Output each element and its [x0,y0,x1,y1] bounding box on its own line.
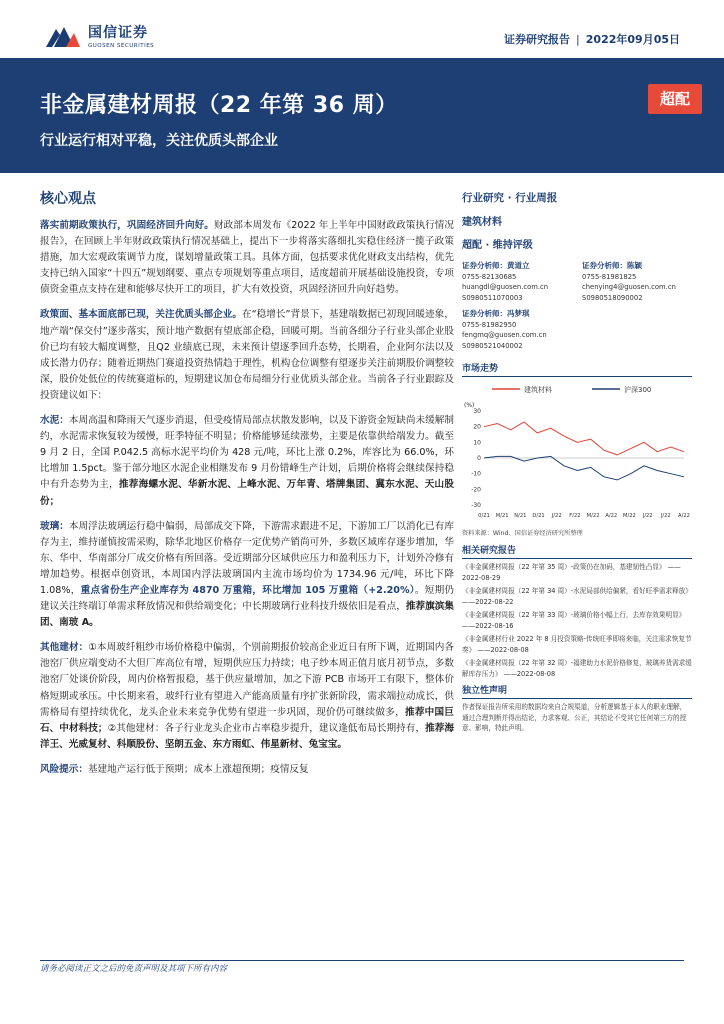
paragraph-glass: 玻璃：本周浮法玻璃运行稳中偏弱，局部成交下降，下游需求跟进不足，下游加工厂以消化已有库存为主，维持谨慎按需采购，除华北地区价格存一定优势产销尚可外，多数区域库存逐步增加，华东、华中、华南部分厂成交价格有所回落。受近期部分区域供应压力和盈利压力下，计划外冷修有增加趋势。根据卓创资讯，本周国内浮法玻璃国内主流市场均价为 1734.96 元/吨，环比下降 1.08%，重点省份生产企业库存为 4870 万重箱，环比增加 105 万重箱（+2.20%）。短期仍建议关注终端订单需求释放情况和供给端变化；中长期玻璃行业科技升级依旧是看点，推荐旗滨集团、南玻 A。 [40,520,455,629]
paragraph-cement: 水泥：本周高温和降雨天气逐步消退，但受疫情局部点状散发影响，以及下游资金短缺尚未缓解制约，水泥需求恢复较为缓慢，旺季特征不明显；价格能够延续涨势，主要是依靠供给端发力。截至 9 月 2 日，全国 P.042.5 高标水泥平均价为 428 元/吨，环比上涨 0.2%，库容比为 66.0%，环比增加 1.5pct。鉴于部分地区水泥企业相继发布 9 月份错峰生产计划，后期价格将会继续保持稳中有升态势为主，推荐海螺水泥、华新水泥、上峰水泥、万年青、塔牌集团、冀东水泥、天山股份； [40,415,455,507]
x-tick-label: J/22 [551,513,562,519]
report-subtitle: 行业运行相对平稳，关注优质头部企业 [40,133,278,149]
rating-badge: 超配 [648,84,702,114]
chart-source: 资料来源：Wind、国信证券经济研究所整理 [462,530,583,537]
core-title: 核心观点 [40,191,96,207]
report-date: 2022年09月05日 [585,33,680,46]
disclaimer-text: 作者保证报告所采用的数据均来自合规渠道，分析逻辑基于本人的职业理解，通过合理判断并得出结论，力求客观、公正，其结论不受其它任何第三方的授意、影响，特此声明。 [462,703,687,732]
disclaimer-title: 独立性声明 [462,683,692,699]
analyst-card: 证券分析师：黄道立 0755-82130685 huangdl@guosen.com.cn S0980511070003 [462,261,572,303]
x-tick-label: J/22 [642,513,653,519]
report-meta: 证券研究报告 | 2022年09月05日 [504,33,680,46]
logo-icon [46,25,80,47]
y-tick-label: 0 [477,455,481,462]
series-line-csi300 [484,456,684,480]
y-axis-unit: (%) [464,402,475,409]
y-tick-label: 20 [473,423,481,431]
paragraph-policy: 落实前期政策执行，巩固经济回升向好。财政部本周发布《2022 年上半年中国财政政策执行情况报告》，在回顾上半年财政政策执行情况基础上，提出下一步将落实落细扎实稳住经济一揽子政策措施，加大宏观政策调节力度，谋划增量政策工具。具体方面，包括要求优化财政支出结构，优先支持已纳入国家“十四五”规划纲要、重点专项规划等重点项目，适度超前开展基础设施投资，专项债资金重点支持在建和能够尽快开工的项目，扩大有效投资，巩固经济回升向好趋势。 [40,220,455,296]
x-tick-label: D/21 [532,513,545,519]
y-tick-label: -10 [471,470,481,478]
market-chart-svg [462,377,692,527]
y-tick-label: 10 [473,439,481,447]
y-tick-label: -30 [471,502,481,509]
x-tick-label: N/21 [514,513,527,519]
main-content [40,188,454,787]
logo-en: GUOSEN SECURITIES [88,43,155,49]
report-title: 非金属建材周报（22 年第 36 周） [40,93,398,118]
x-tick-label: A/22 [678,513,690,519]
y-tick-label: 30 [473,408,481,415]
header [0,0,724,58]
guosen-logo [46,22,154,49]
legend-label: 沪深300 [624,386,652,394]
logo-cn: 国信证券 [88,25,148,41]
x-tick-label: M/22 [623,513,636,519]
footer-disclaimer: 请务必阅读正文之后的免责声明及其项下所有内容 [40,964,228,974]
related-report[interactable]: 《非金属建材行业 2022 年 8 月投资策略-传统旺季即将来临，关注需求恢复节奏》 ——2022-08-08 [462,635,692,654]
analyst-email[interactable]: huangdl@guosen.com.cn [462,283,549,291]
related-report[interactable]: 《非金属建材周报（22 年第 35 周）-政策仍在加码，基建韧性凸显》 ——2022-08-29 [462,563,681,582]
analyst-email[interactable]: fengmq@guosen.com.cn [462,331,547,339]
report-type: 证券研究报告 [504,33,571,46]
paragraph-risk: 风险提示：基建地产运行低于预期；成本上涨超预期；疫情反复 [40,763,309,775]
x-tick-label: M/22 [586,513,600,519]
market-title: 市场走势 [462,361,692,377]
sidebar [462,190,692,734]
y-tick-label: -20 [471,486,481,494]
paragraph-other: 其他建材：①本周玻纤粗纱市场价格稳中偏弱，个别前期报价较高企业近日有所下调，近期国内各池窑厂供应端变动不大但厂库高位有增，短期供应压力持续；电子纱本周正值月底月初节点，多数池窑厂处谈价阶段，周内价格暂报稳，基于供应量增加，加之下游 PCB 市场开工有限下，整体价格短期或承压。中长期来看，玻纤行业有望进入产能高质量有序扩张新阶段，需求端拉动成长，供需格局有望持续优化，龙头企业未来竞争优势有望进一步巩固，现价仍可继续做多，推荐中国巨石、中材科技；②其他建材：各子行业龙头企业市占率稳步提升，建议逢低布局长期持有，推荐海洋王、光威复材、科顺股份、坚朗五金、东方雨虹、伟星新材、兔宝宝。 [40,642,455,750]
analyst-card: 证券分析师：冯梦琪 0755-81982950 fengmq@guosen.com.cn S0980521040002 [462,309,572,351]
x-tick-label: A/22 [605,513,618,519]
x-tick-label: F/22 [569,513,581,519]
market-chart [462,377,692,527]
legend-label: 建筑材料 [524,386,552,394]
series-line-building-materials [484,422,684,455]
paragraph-outlook: 政策面、基本面底部已现，关注优质头部企业。在“稳增长”背景下，基建端数据已初现回暖迹象，地产端“保交付”逐步落实，预计地产数据有望底部企稳，回暖可期。当前各细分子行业头部企业股价已均有较大幅度调整，且Q2 业绩底已现，未来预计望逐季回升态势，长期看，企业阿尔法以及成长潜力仍存；随着近期热门赛道投资热情趋于理性，机构仓位调整有望逐步关注前期股价调整较深，股价处低位的传统赛道标的，短期建议加仓布局细分行业优质头部企业。当前各子行业跟踪及投资建议如下： [40,309,454,401]
analyst-list [462,261,692,351]
analyst-card: 证券分析师：陈颖 0755-81981825 chenying4@guosen.com.cn S0980518090002 [582,261,692,303]
analyst-email[interactable]: chenying4@guosen.com.cn [582,283,676,291]
related-report[interactable]: 《非金属建材周报（22 年第 33 周）-玻璃价格小幅上行，去库存效果明显》 ——2022-08-16 [462,611,686,630]
report-category: 行业研究 · 行业周报 [462,192,558,204]
related-report[interactable]: 《非金属建材周报（22 年第 34 周）-水泥局部供给偏紧，看好旺季需求释放》 ——2022-08-22 [462,587,692,606]
x-tick-label: M/21 [495,513,509,519]
industry-name: 建筑材料 [462,217,502,228]
related-report[interactable]: 《非金属建材周报（22 年第 32 周）-福建助力水泥价格修复，玻璃养货需求缓解库存压力》 ——2022-08-08 [462,659,692,678]
footer-divider [40,960,684,961]
related-title: 相关研究报告 [462,543,692,559]
x-tick-label: J/22 [660,513,671,519]
x-tick-label: 0/21 [478,513,490,519]
rating-text: 超配 · 维持评级 [462,240,533,251]
title-banner [0,58,724,173]
